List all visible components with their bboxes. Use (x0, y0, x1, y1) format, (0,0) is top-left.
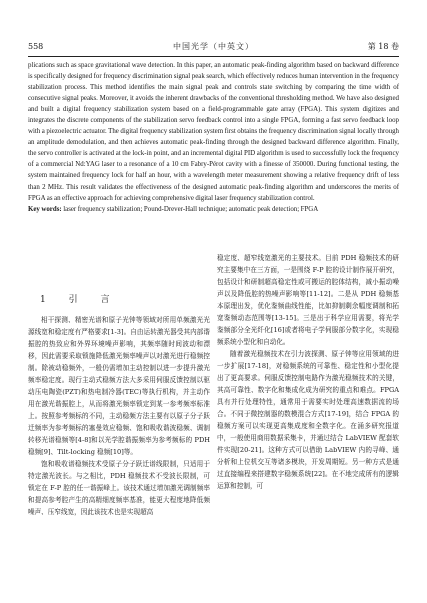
keywords (28, 204, 399, 215)
right-column (217, 252, 399, 492)
paragraph: 饱和吸收谱稳频技术受原子分子跃迁谱线限制，只适用于特定激光波长。与之相比，PDH 稳频技术不受波长限制，可锁定在 F-P 腔的任一谐振峰上。该技术通过增加激光调制频率和提高参考腔产生的高精细度频率基准，能更大程度地降低频噪声、压窄线宽，因此该技术也是实现超高 (28, 460, 210, 516)
running-header (28, 40, 399, 54)
english-abstract (28, 60, 399, 215)
journal-title: 中国光学（中英文） (173, 42, 254, 51)
left-column (28, 314, 210, 518)
header-rule (28, 56, 399, 57)
keywords-label: Key words: (28, 205, 62, 213)
section-heading: 1 引 言 (40, 295, 120, 305)
volume-label: 第 18 卷 (367, 42, 399, 51)
paragraph: 相干探测、精密光谱和原子光钟等领域对所用单频激光光源线宽和稳定度有严格要求[1-3]。自由运转激光器受其内部谐振腔的热致应和外界环境噪声影响，其频率随时间波动和漂移，因此需要采取锁施降低激光频率噪声以对激光进行稳频控制。除被动稳频外，一般仍需增加主动控制以进一步提升激光频率稳定度。现行主动式稳频方法大多采用伺服反馈控制以驱动压电陶瓷(PZT)和热电制冷器(TEC)等执行机构，并主动作用在激光谐振腔上，从而将激光频率锁定到某一参考频率标准上。按照参考频标的不同，主动稳频方法主要有以原子分子跃迁频率为参考频标的塞曼效应稳频、饱和吸收谐波稳频、调制转移光谱稳频等[4-8]和以光学腔谐振频率为参考频标的 PDH 稳频[9]、Tilt-locking 稳频[10]等。 (28, 316, 210, 456)
paragraph: 随着激光稳频技术在引力波探测、原子钟等应用领域的进一步扩展[17-18]，对稳频系统的可靠性、稳定性和小型化提出了更高要求。伺服反馈控制电路作为激光稳频技术的关键，其高可靠性、数字化和集成化成为研究的重点和难点。FPGA 具有并行处理特性，通常用于需要实时处理高速数据流的场合。不同于微控制器的数模混合方式[17-19]，结合 FPGA 的稳频方案可以实现更高集成度和全数字化。在涌多研究报道中，一般使用商用数据采集卡，并通过结合 LabVIEW 配套软件实现[20-21]。这种方式可以借助 LabVIEW 内的寻峰、通分析和上位机交互等诸多模块，开发周期短。另一种方式是通过直接编程来搭建数字稳频系统[22]。在不地完成所有的逻辑运算和控制，可 (217, 350, 399, 490)
paragraph: 稳定度、超窄线宽激光的主要技术。目前 PDH 稳频技术的研究主要集中在三方面，一是围绕 F-P 腔的设计制作展开研究，包括设计和研制超高稳定性或可搬运的腔体结构，减小振动噪声以及降低腔的热噪声影响等[11-12]。二是从 PDH 稳频基本原理出发，优化鉴频曲线性能，比如抑制剩余幅度调制和拓宽鉴频动态范围等[13-15]。三是出于科学应用需要，将光学鉴频部分全光纤化[16]或者将电子学伺服部分数字化，实现稳频系统小型化和自动化。 (217, 254, 399, 346)
abstract-text: plications such as space gravitational wave detection. In this paper, an automatic peak-finding algorithm based on backward difference is specifically designed for frequency discrimination signal peak search, which effectively reduces human intervention in the frequency stabilization process. This method identifies the main signal peak and controls state switching by comparing the time width of consecutive signal peaks. Moreover, it avoids the inherent drawbacks of the conventional thresholding method. We have also designed and built a digital frequency stabilization system based on a field-programmable gate array (FPGA). This system digitizes and integrates the discrete components of the stabilization servo feedback control into a single FPGA, forming a fast servo feedback loop with a piezoelectric actuator. The digital frequency stabilization system first obtains the frequency discrimination signal locally through an amplitude demodulation, and then achieves automatic peak-finding through the designed backward difference algorithm. Finally, the servo controller is activated at the lock-in point, and an incremental digital PID algorithm is used to successfully lock the frequency of a commercial Nd:YAG laser to a resonance of a 10 cm Fabry-Pérot cavity with a finesse of 350000. During functional testing, the system maintained frequency lock for half an hour, with a wavelength meter measurement showing a relative frequency drift of less than 2 MHz. This result validates the effectiveness of the designed automatic peak-finding algorithm and underscores the merits of FPGA as an effective approach for achieving comprehensive digital laser frequency stabilization control. (28, 62, 399, 202)
page-number: 558 (28, 42, 44, 51)
keywords-text: laser frequency stabilization; Pound-Drever-Hall technique; automatic peak detection; FPGA (63, 205, 319, 213)
